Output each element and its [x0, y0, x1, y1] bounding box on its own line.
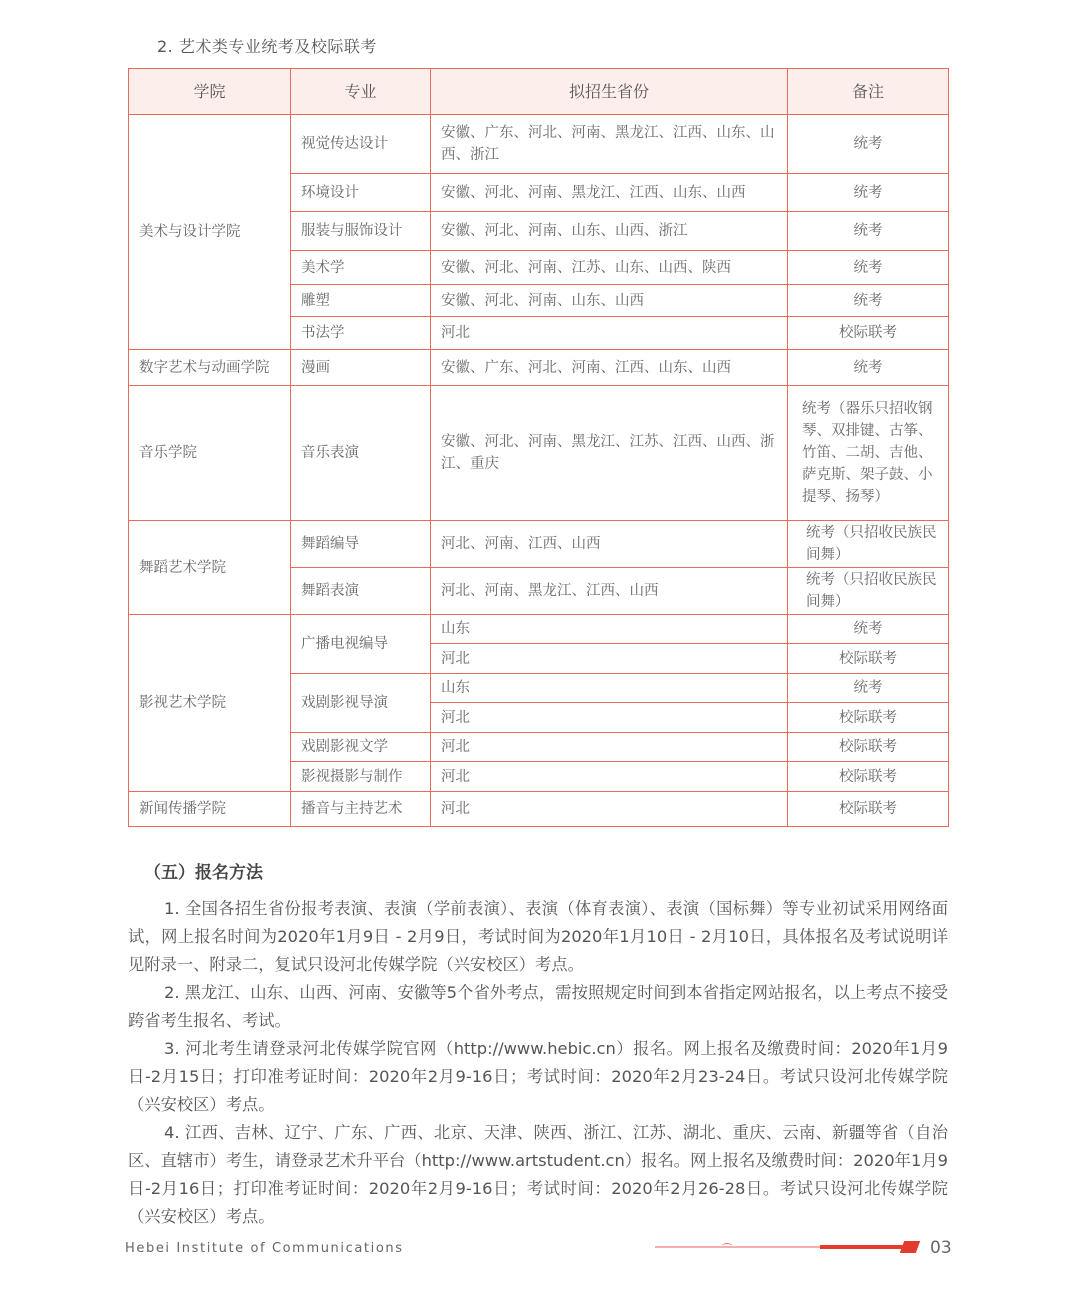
provinces-cell: 河北: [431, 733, 788, 762]
provinces-cell: 河北: [431, 644, 788, 674]
note-cell: 校际联考: [788, 762, 949, 792]
note-cell: 统考: [788, 212, 949, 251]
page-number: 03: [930, 1238, 952, 1258]
note-cell: 统考（只招收民族民间舞）: [788, 521, 949, 568]
note-cell: 校际联考: [788, 792, 949, 827]
registration-method-section: [128, 858, 948, 1231]
major-cell: 视觉传达设计: [291, 115, 431, 174]
note-cell: 校际联考: [788, 317, 949, 350]
college-cell: 新闻传播学院: [129, 792, 291, 827]
college-cell: 美术与设计学院: [129, 115, 291, 350]
note-cell: 校际联考: [788, 733, 949, 762]
table-row: [129, 350, 949, 386]
table-header-row: [129, 69, 949, 115]
major-cell: 播音与主持艺术: [291, 792, 431, 827]
provinces-cell: 河北: [431, 762, 788, 792]
table-row: [129, 521, 949, 568]
header-provinces: 拟招生省份: [431, 69, 788, 115]
note-cell: 统考: [788, 285, 949, 317]
method-paragraph: 1. 全国各招生省份报考表演、表演（学前表演）、表演（体育表演）、表演（国标舞）等专业初试采用网络面试，网上报名时间为2020年1月9日 - 2月9日，考试时间为2020年1月10日 - 2月10日，具体报名及考试说明详见附录一、附录二，复试只设河北传媒学院（兴安校区）考点。: [128, 899, 948, 974]
major-cell: 音乐表演: [291, 386, 431, 521]
major-cell: 雕塑: [291, 285, 431, 317]
footer-arc-ornament: [722, 1243, 732, 1250]
major-cell: 漫画: [291, 350, 431, 386]
provinces-cell: 安徽、广东、河北、河南、江西、山东、山西: [431, 350, 788, 386]
provinces-cell: 安徽、广东、河北、河南、黑龙江、江西、山东、山西、浙江: [431, 115, 788, 174]
note-cell: 统考: [788, 115, 949, 174]
note-cell: 校际联考: [788, 703, 949, 733]
major-cell: 书法学: [291, 317, 431, 350]
note-cell: 统考: [788, 615, 949, 644]
provinces-cell: 河北: [431, 317, 788, 350]
major-cell: 影视摄影与制作: [291, 762, 431, 792]
major-cell: 舞蹈表演: [291, 568, 431, 615]
provinces-cell: 山东: [431, 615, 788, 644]
provinces-cell: 安徽、河北、河南、山东、山西、浙江: [431, 212, 788, 251]
header-major: 专业: [291, 69, 431, 115]
college-cell: 舞蹈艺术学院: [129, 521, 291, 615]
header-note: 备注: [788, 69, 949, 115]
note-cell: 统考（只招收民族民间舞）: [788, 568, 949, 615]
major-cell: 环境设计: [291, 174, 431, 212]
method-paragraph: 2. 黑龙江、山东、山西、河南、安徽等5个省外考点，需按照规定时间到本省指定网站报名，以上考点不接受跨省考生报名、考试。: [128, 983, 948, 1030]
table-row: [129, 615, 949, 644]
table-row: [129, 386, 949, 521]
note-cell: 校际联考: [788, 644, 949, 674]
major-cell: 美术学: [291, 251, 431, 285]
provinces-cell: 河北: [431, 792, 788, 827]
note-cell: 统考: [788, 674, 949, 703]
major-cell: 广播电视编导: [291, 615, 431, 674]
footer-accent-slash: [900, 1241, 920, 1253]
enrollment-table: [128, 68, 949, 827]
method-heading: （五）报名方法: [144, 863, 263, 883]
college-cell: 音乐学院: [129, 386, 291, 521]
footer-school-name: Hebei Institute of Communications: [125, 1241, 404, 1256]
section-title: 2. 艺术类专业统考及校际联考: [157, 37, 377, 56]
college-cell: 影视艺术学院: [129, 615, 291, 792]
major-cell: 舞蹈编导: [291, 521, 431, 568]
provinces-cell: 安徽、河北、河南、黑龙江、江西、山东、山西: [431, 174, 788, 212]
major-cell: 戏剧影视导演: [291, 674, 431, 733]
method-paragraph: 4. 江西、吉林、辽宁、广东、广西、北京、天津、陕西、浙江、江苏、湖北、重庆、云南、新疆等省（自治区、直辖市）考生，请登录艺术升平台（http://www.artstudent.cn）报名。网上报名及缴费时间：2020年1月9日-2月16日；打印准考证时间：2020年2月9-16日；考试时间：2020年2月26-28日。考试只设河北传媒学院（兴安校区）考点。: [128, 1123, 948, 1226]
note-cell: 统考: [788, 251, 949, 285]
provinces-cell: 山东: [431, 674, 788, 703]
provinces-cell: 安徽、河北、河南、山东、山西: [431, 285, 788, 317]
provinces-cell: 安徽、河北、河南、江苏、山东、山西、陕西: [431, 251, 788, 285]
table-row: [129, 792, 949, 827]
note-cell: 统考（器乐只招收钢琴、双排键、古筝、竹笛、二胡、吉他、萨克斯、架子鼓、小提琴、扬琴）: [788, 386, 949, 521]
college-cell: 数字艺术与动画学院: [129, 350, 291, 386]
provinces-cell: 河北、河南、江西、山西: [431, 521, 788, 568]
note-cell: 统考: [788, 350, 949, 386]
provinces-cell: 安徽、河北、河南、黑龙江、江苏、江西、山西、浙江、重庆: [431, 386, 788, 521]
major-cell: 服装与服饰设计: [291, 212, 431, 251]
table-row: [129, 115, 949, 174]
provinces-cell: 河北: [431, 703, 788, 733]
footer-accent-bar: [820, 1245, 905, 1249]
method-paragraph: 3. 河北考生请登录河北传媒学院官网（http://www.hebic.cn）报名。网上报名及缴费时间：2020年1月9日-2月15日；打印准考证时间：2020年2月9-16日；考试时间：2020年2月23-24日。考试只设河北传媒学院（兴安校区）考点。: [128, 1039, 948, 1114]
major-cell: 戏剧影视文学: [291, 733, 431, 762]
note-cell: 统考: [788, 174, 949, 212]
header-college: 学院: [129, 69, 291, 115]
provinces-cell: 河北、河南、黑龙江、江西、山西: [431, 568, 788, 615]
